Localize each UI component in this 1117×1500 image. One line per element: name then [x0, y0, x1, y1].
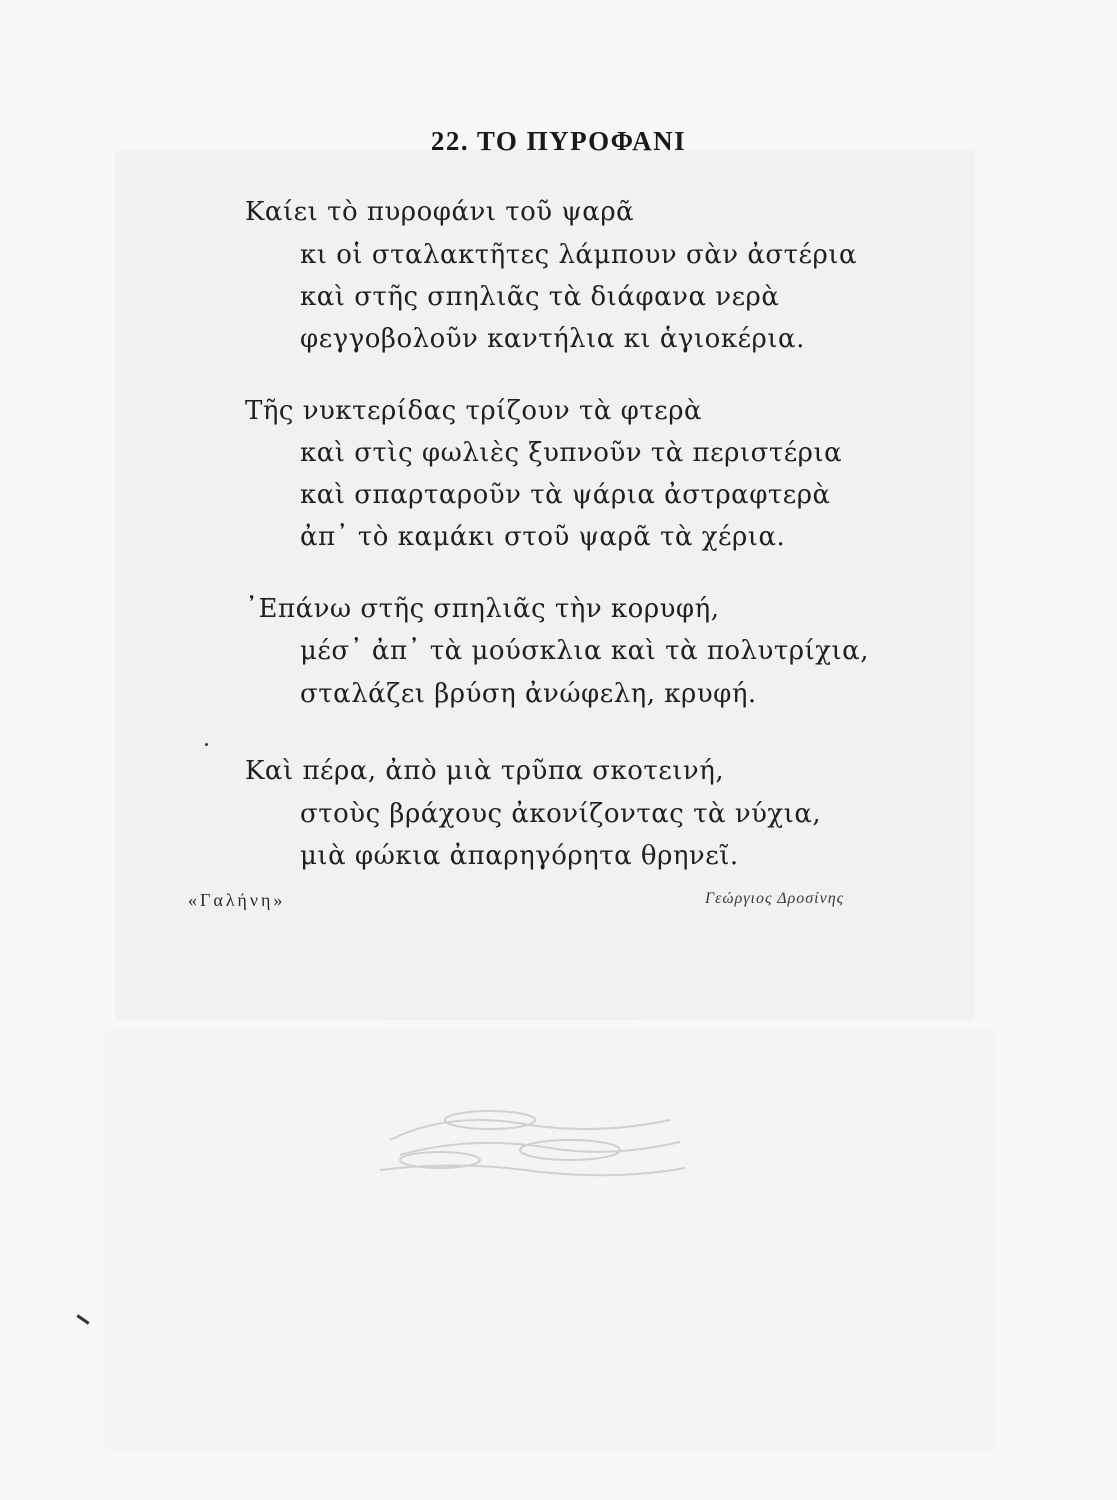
stanza-1-line-3: καὶ στῆς σπηλιᾶς τὰ διάφανα νερὰ	[300, 282, 780, 312]
stanza-3-line-2: μέσ᾿ ἀπ᾿ τὰ μούσκλια καὶ τὰ πολυτρίχια,	[300, 636, 869, 666]
stanza-1-line-4: φεγγοβολοῦν καντήλια κι ἁγιοκέρια.	[300, 324, 805, 354]
stanza-2-line-1: Τῆς νυκτερίδας τρίζουν τὰ φτερὰ	[245, 396, 703, 426]
stanza-4-line-2: στοὺς βράχους ἀκονίζοντας τὰ νύχια,	[300, 799, 822, 829]
speck-mark	[205, 743, 208, 746]
stanza-3-line-1: ᾿Επάνω στῆς σπηλιᾶς τὴν κορυφή,	[245, 594, 720, 624]
stanza-2-line-3: καὶ σπαρταροῦν τὰ ψάρια ἀστραφτερὰ	[300, 480, 831, 510]
margin-pencil-mark	[76, 1314, 89, 1324]
stanza-2-line-2: καὶ στὶς φωλιὲς ξυπνοῦν τὰ περιστέρια	[300, 438, 843, 468]
poem-title: 22. ΤΟ ΠΥΡΟΦΑΝΙ	[430, 126, 687, 156]
stanza-4-line-3: μιὰ φώκια ἀπαρηγόρητα θρηνεῖ.	[300, 841, 739, 871]
stanza-4-line-1: Καὶ πέρα, ἀπὸ μιὰ τρῦπα σκοτεινή,	[245, 756, 725, 786]
stanza-1-line-1: Καίει τὸ πυροφάνι τοῦ ψαρᾶ	[245, 197, 635, 227]
stanza-1-line-2: κι οἱ σταλακτῆτες λάμπουν σὰν ἀστέρια	[300, 240, 858, 270]
source-collection: «Γαλήνη»	[188, 890, 286, 910]
stanza-2-line-4: ἀπ᾿ τὸ καμάκι στοῦ ψαρᾶ τὰ χέρια.	[300, 522, 786, 552]
poem-author: Γεώργιος Δροσίνης	[705, 890, 845, 907]
stanza-3-line-3: σταλάζει βρύση ἀνώφελη, κρυφή.	[300, 679, 757, 709]
fish-illustration-bleed-through	[370, 1080, 690, 1190]
